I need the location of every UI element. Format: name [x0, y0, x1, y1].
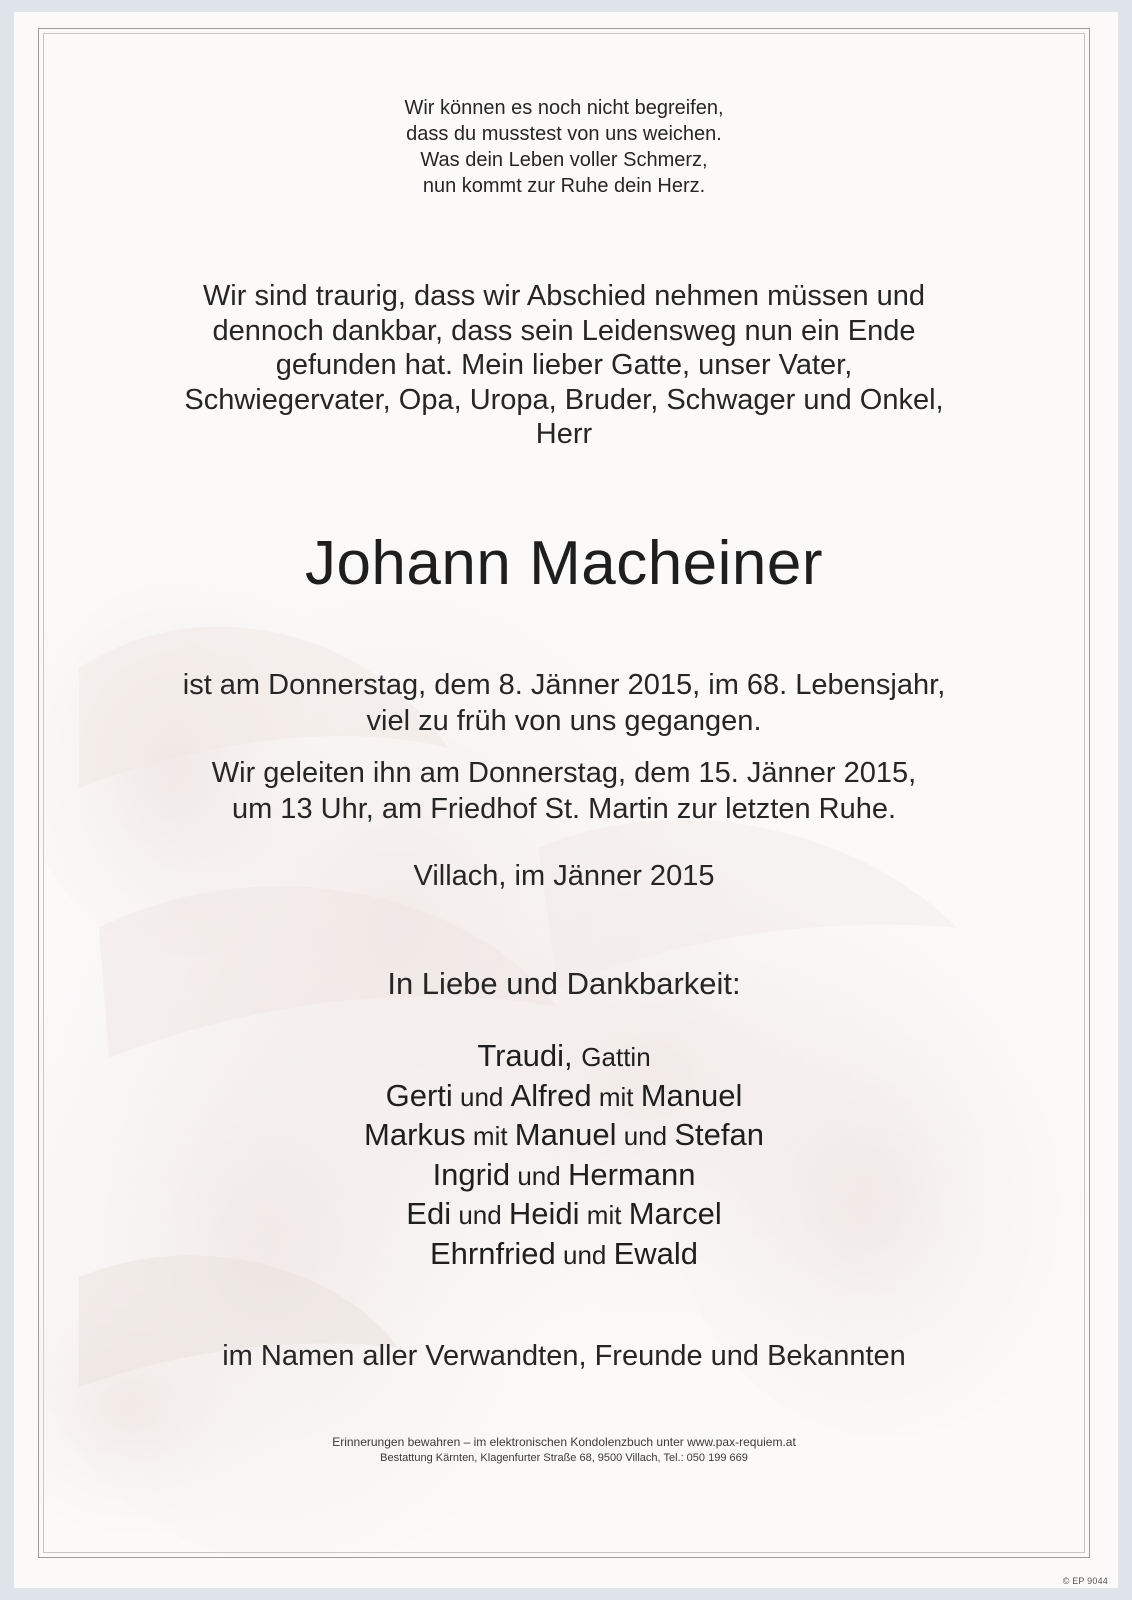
intro-line: Herr	[535, 418, 593, 450]
footer	[39, 1434, 1089, 1466]
mourner-name: Marcel	[628, 1196, 722, 1232]
mourner-line	[39, 1077, 1089, 1117]
mourner-relation: und	[616, 1121, 675, 1152]
mourner-line	[39, 1195, 1089, 1235]
mourner-name: Hermann	[567, 1156, 696, 1192]
mourner-name: Markus	[364, 1117, 466, 1153]
mourner-relation: und	[555, 1239, 614, 1270]
mourner-relation: Gattin	[581, 1042, 651, 1072]
mourner-name: Manuel	[640, 1077, 743, 1113]
funeral-notice-line: Wir geleiten ihn am Donnerstag, dem 15. Jänner 2015,	[211, 757, 917, 789]
intro-line: dennoch dankbar, dass sein Leidensweg nun ein Ende	[212, 314, 916, 347]
funeral-notice-line: um 13 Uhr, am Friedhof St. Martin zur letzten Ruhe.	[231, 793, 897, 825]
mourner-name: Ingrid	[432, 1156, 511, 1192]
mourner-relation: und	[510, 1160, 568, 1191]
deceased-name: Johann Macheiner	[304, 529, 824, 598]
poem-line: nun kommt zur Ruhe dein Herz.	[422, 175, 706, 197]
mourner-name: Edi	[406, 1196, 452, 1232]
notice-content	[39, 29, 1089, 1557]
mourner-relation: und	[452, 1081, 511, 1112]
poem-line: Was dein Leben voller Schmerz,	[420, 149, 708, 171]
death-notice-line: ist am Donnerstag, dem 8. Jänner 2015, im 68. Lebensjahr,	[182, 669, 946, 701]
notice-sheet	[14, 12, 1118, 1588]
death-notice	[39, 667, 1089, 739]
footer-condolence-line: Erinnerungen bewahren – im elektronischen Kondolenzbuch unter www.pax-requiem.at	[332, 1435, 796, 1449]
mourner-relation: mit	[579, 1200, 629, 1231]
mourner-relation: mit	[465, 1121, 515, 1152]
place-date: Villach, im Jänner 2015	[413, 860, 715, 892]
poem-line: dass du musstest von uns weichen.	[406, 123, 722, 145]
death-notice-line: viel zu früh von uns gegangen.	[366, 705, 762, 737]
intro-line: Schwiegervater, Opa, Uropa, Bruder, Schwager und Onkel,	[184, 383, 944, 416]
intro-line: gefunden hat. Mein lieber Gatte, unser Vater,	[275, 349, 853, 381]
mourner-name: Ehrnfried	[429, 1235, 556, 1271]
mourners-list	[39, 1037, 1089, 1275]
mourner-name: Gerti	[385, 1077, 453, 1113]
mourner-line	[39, 1116, 1089, 1156]
mourner-line	[39, 1235, 1089, 1275]
mourner-name: Heidi	[508, 1196, 580, 1232]
poem-line: Wir können es noch nicht begreifen,	[404, 97, 724, 119]
notice-frame	[38, 28, 1090, 1558]
funeral-notice	[39, 755, 1089, 827]
mourner-name: Ewald	[613, 1235, 699, 1271]
mourner-name: Manuel	[514, 1117, 617, 1153]
mourner-name: Traudi,	[477, 1038, 582, 1073]
footer-address-line: Bestattung Kärnten, Klagenfurter Straße 68, 9500 Villach, Tel.: 050 199 669	[380, 1452, 748, 1464]
mourner-line	[39, 1037, 1089, 1077]
mourner-name: Alfred	[510, 1077, 592, 1113]
poem-stanza	[39, 95, 1089, 199]
mourner-relation: mit	[591, 1081, 641, 1112]
thanks-heading: In Liebe und Dankbarkeit:	[387, 966, 741, 1001]
mourner-name: Stefan	[674, 1117, 764, 1153]
intro-paragraph	[39, 279, 1089, 452]
mourner-line	[39, 1156, 1089, 1196]
intro-line: Wir sind traurig, dass wir Abschied nehmen müssen und	[202, 280, 926, 312]
mourner-relation: und	[451, 1200, 509, 1231]
form-code: © EP 9044	[1062, 1576, 1108, 1586]
closing-line: im Namen aller Verwandten, Freunde und Bekannten	[222, 1340, 906, 1372]
